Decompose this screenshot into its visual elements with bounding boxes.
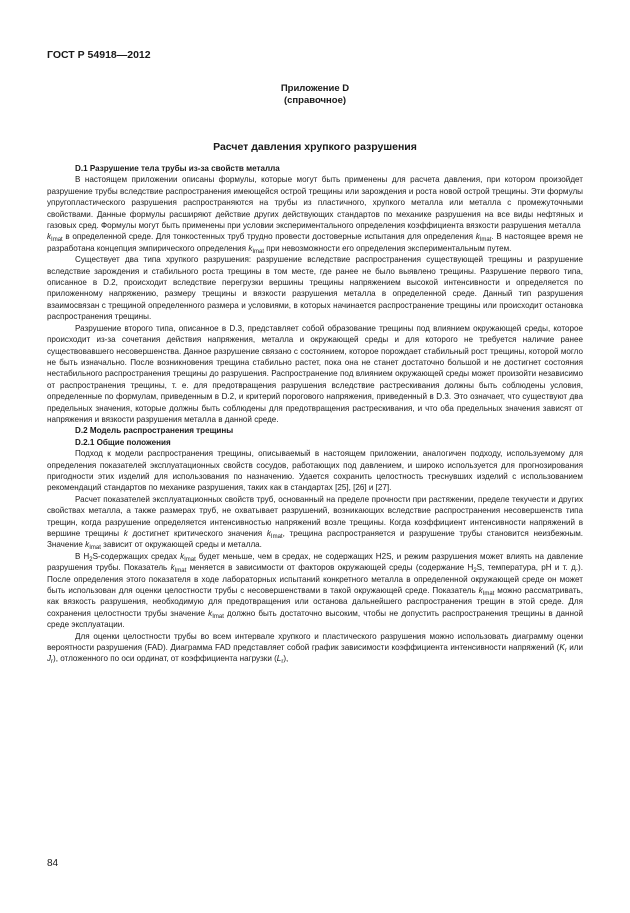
paragraph-7: Для оценки целостности трубы во всем интервале хрупкого и пластического разрушения можно использовать диаграмму оценки вероятности разрушения (FAD). Диаграмма FAD представляет собой график зависимости коэффициента интенсивности напряжений ($K_r$ или $J_r$), отложенного по оси ординат, от коэффициента нагрузки $(L_r)$,: [47, 631, 584, 666]
paragraph-2: Существует два типа хрупкого разрушения: разрушение вследствие распространения существующей трещины и разрушение вследствие зарождения и стабильного роста трещины в том месте, где ранее не было выявлено трещины. Разрушение первого типа, описанное в D.2, происходит вследствие перегрузки вершины трещины напряжением высокой интенсивности и определяется по приложенному напряжению, размеру трещины и вязкости разрушения металла в определенной среде. Данный тип разрушения взаимосвязан с трещиной определенного размера и условиями, в которых начинается распространение трещины или происходит остановка распространения трещины.: [47, 255, 583, 322]
paragraph-1: В настоящем приложении описаны формулы, которые могут быть применены для расчета давления, при котором произойдет разрушение трубы вследствие распространения имеющейся острой трещины или зарождения и роста новой острой трещины. Эти формулы упругопластического разрушения распространяются на трубы из пластичного, хрупкого металла или металла с промежуточными свойствами. Данные формулы расширяют действие других действующих стандартов по механике разрушения на все виды нефтяных и газовых сред. Формулы могут быть применены при условии экспериментального определения коэффициента вязкости разрушения металла $k_{Imat}$ в определенной среде. Для тонкостенных труб трудно провести достоверные испытания для определения $k_{Imat}$. В настоящее время не разработана концепция эмпирического определения $k_{Imat}$ при невозможности его определения экспериментальным путем.: [47, 175, 584, 255]
paragraph-3: Разрушение второго типа, описанное в D.3, представляет собой образование трещины под влиянием окружающей среды, которое происходит из-за сочетания действия напряжения, металла и окружающей среды и для которого не требуется наличие ранее существовавшего несовершенства. Данное разрушение связано с состоянием, которое порождает стабильный рост трещины, которой могло не быть изначально. После возникновения трещина стабильно растет, пока она не станет достаточно большой и не достигнет состояния нестабильного распространения трещины до разрушения. Распространение под влиянием окружающей среды может произойти независимо от распространения трещины, т. е. для предотвращения разрушения вследствие растрескивания должны быть соблюдены условия, определенные по формулам, приведенным в D.2, и критерий порогового напряжения, приведенный в D.3. Это означает, что существуют два предельных значения, которые должны быть соблюдены для предотвращения растрескивания, и что оба предельных значения зависят от напряжения и вязкости разрушения металла в данной среде.: [47, 323, 583, 424]
appendix-subtitle: (справочное): [283, 95, 347, 106]
paragraph-4: Подход к модели распространения трещины, описываемый в настоящем приложении, аналогичен подходу, используемому для определения показателей эксплуатационных свойств сосудов, работающих под давлением, и широко используется для прогнозирования пригодности этих изделий для использования по назначению. Удается сохранить целостность треснувших изделий с использованием рекомендаций стандартов по механике разрушения, таких как в стандартах [25], [26] и [27].: [47, 449, 583, 493]
paragraph-6: В $H_2S$-содержащих средах $k_{Imat}$ будет меньше, чем в средах, не содержащих H2S, и режим разрушения может влиять на давление разрушения трубы. Показатель $k_{Imat}$ меняется в зависимости от факторов окружающей среды (содержание $H_2S$, температура, pH и т. д.). После определения этого показателя в ходе лабораторных испытаний конкретного металла в определенной окружающей среде он может быть использован для оценки целостности трубы с несовершенствами в такой окружающей среде. Показатель $k_{Imat}$ можно рассматривать, как вязкость разрушения, необходимую для предотвращения или останова дальнейшего распространения трещин в этой среде. Для сохранения целостности трубы значение $k_{Imat}$ должно быть достаточно высоким, чтобы не допустить распространения трещины в данной среде эксплуатации.: [47, 551, 584, 630]
section-heading-d2: D.2 Модель распространения трещины: [75, 426, 234, 436]
standard-header: ГОСТ Р 54918—2012: [47, 49, 151, 61]
section-heading-d1: D.1 Разрушение тела трубы из-за свойств металла: [75, 164, 280, 173]
document-title: Расчет давления хрупкого разрушения: [213, 141, 417, 153]
appendix-title: Приложение D: [280, 83, 350, 94]
section-heading-d21: D.2.1 Общие положения: [75, 437, 171, 447]
paragraph-5: Расчет показателей эксплуатационных свойств труб, основанный на пределе прочности при растяжении, пределе текучести и других свойствах металла, а также размерах труб, не охватывает разрушений, возникающих вследствие распространения несовершенств типа трещин, когда разрушение определяется интенсивностью напряжений возле трещины. Когда коэффициент интенсивности напряжений в вершине трещины k достигнет критического значения $k_{Imat}$, трещина распространяется и разрушение трубы становится неизбежным. Значение $k_{Imat}$ зависит от окружающей среды и металла.: [47, 494, 584, 552]
document-body: [47, 163, 583, 665]
page-number: 84: [47, 858, 59, 869]
